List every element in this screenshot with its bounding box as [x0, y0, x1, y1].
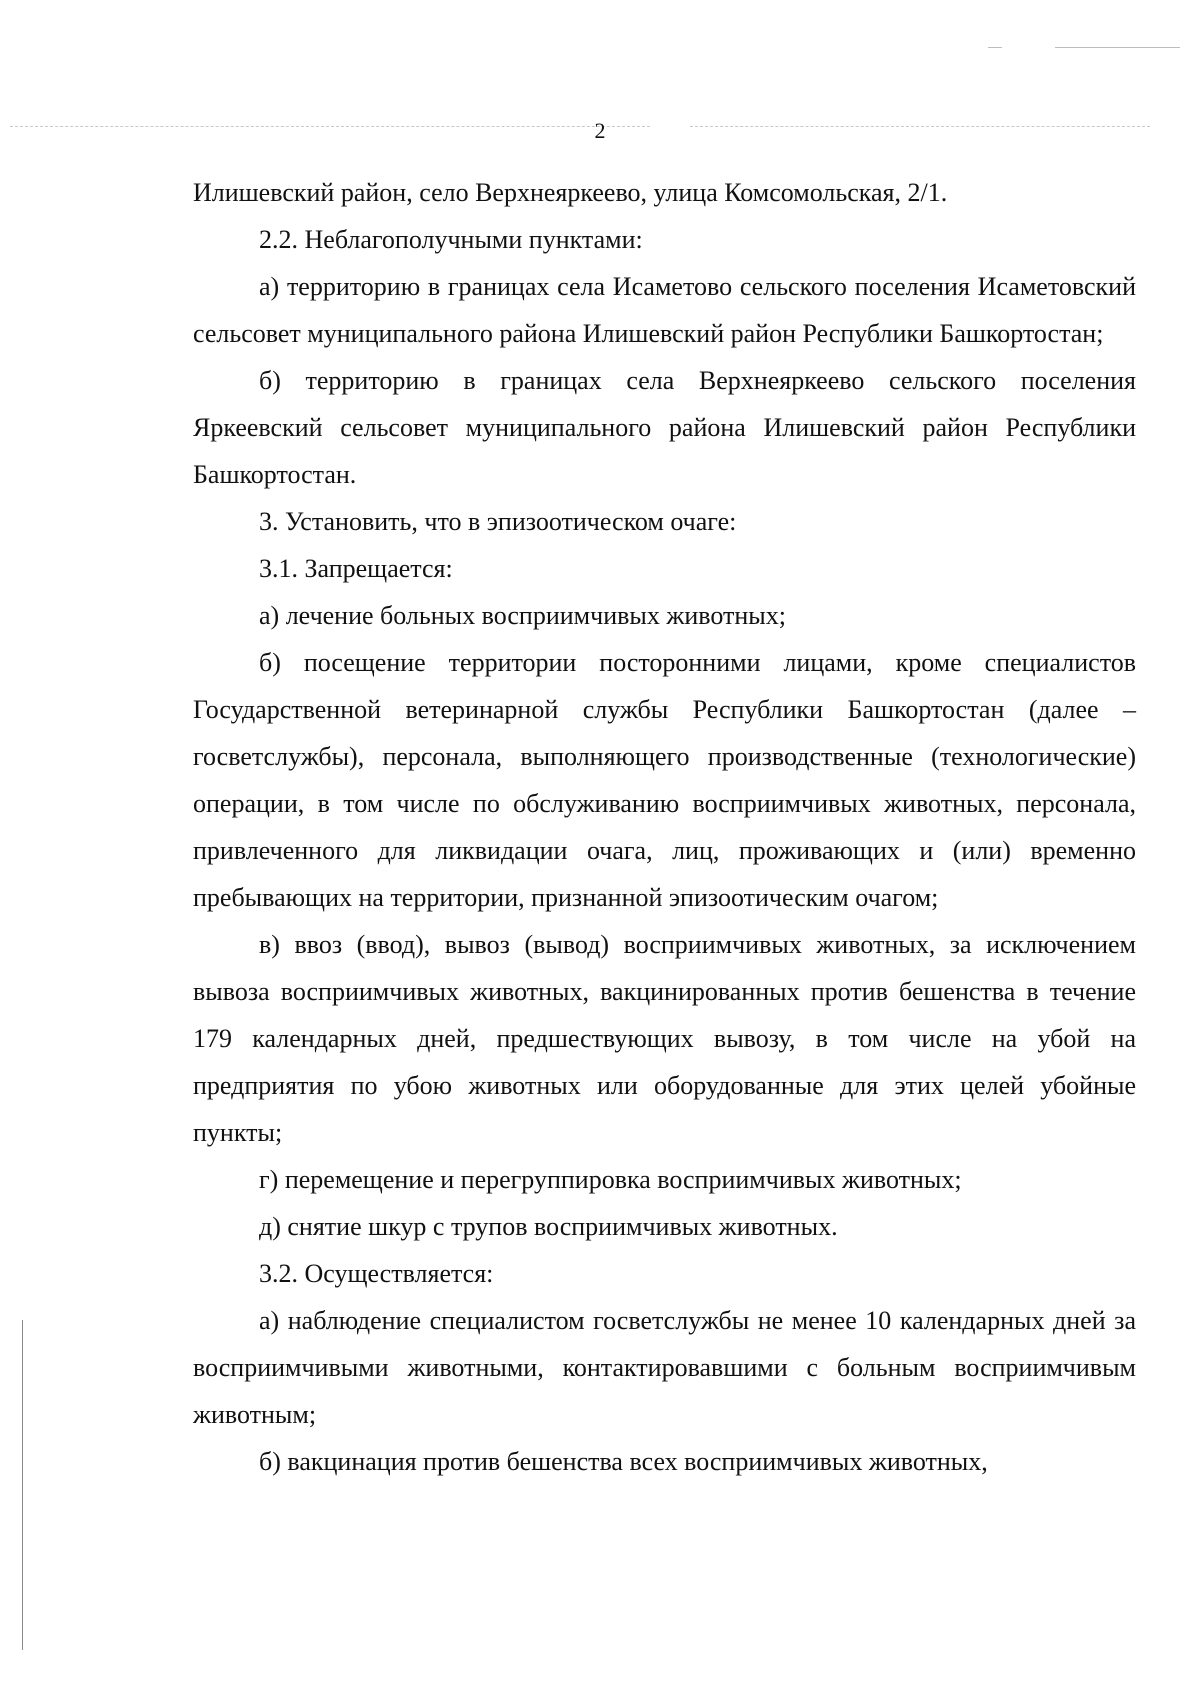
document-body	[193, 169, 1136, 1485]
paragraph: 2.2. Неблагополучными пунктами:	[259, 225, 643, 254]
scan-artifact-line	[988, 47, 1002, 48]
paragraph: б) вакцинация против бешенства всех восприимчивых животных,	[259, 1447, 988, 1476]
page-number: 2	[594, 118, 606, 143]
paragraph: 3.1. Запрещается:	[259, 554, 453, 583]
paragraph: 3. Установить, что в эпизоотическом очаге:	[259, 507, 737, 536]
scan-artifact-line	[1055, 47, 1180, 48]
paragraph: Илишевский район, село Верхнеяркеево, улица Комсомольская, 2/1.	[193, 178, 948, 207]
paragraph: в) ввоз (ввод), вывоз (вывод) восприимчивых животных, за исключением вывоза восприимчивых животных, вакцинированных против бешенства в течение 179 календарных дней, предшествующих вывозу, в том числе на убой на предприятия по убою животных или оборудованные для этих целей убойные пункты;	[193, 930, 1136, 1147]
paragraph: г) перемещение и перегруппировка восприимчивых животных;	[259, 1165, 962, 1194]
paragraph: б) посещение территории посторонними лицами, кроме специалистов Государственной ветеринарной службы Республики Башкортостан (далее – госветслужбы), персонала, выполняющего производственные (технологические) операции, в том числе по обслуживанию восприимчивых животных, персонала, привлеченного для ликвидации очага, лиц, проживающих и (или) временно пребывающих на территории, признанной эпизоотическим очагом;	[193, 648, 1136, 912]
paragraph: а) лечение больных восприимчивых животных;	[259, 601, 786, 630]
paragraph: д) снятие шкур с трупов восприимчивых животных.	[259, 1212, 838, 1241]
paragraph: а) территорию в границах села Исаметово сельского поселения Исаметовский сельсовет муниципального района Илишевский район Республики Башкортостан;	[193, 272, 1136, 348]
paragraph: б) территорию в границах села Верхнеяркеево сельского поселения Яркеевский сельсовет муниципального района Илишевский район Республики Башкортостан.	[193, 366, 1136, 489]
paragraph: 3.2. Осуществляется:	[259, 1259, 494, 1288]
paragraph: а) наблюдение специалистом госветслужбы не менее 10 календарных дней за восприимчивыми животными, контактировавшими с больным восприимчивым животным;	[193, 1306, 1136, 1429]
scan-artifact-edge	[22, 1320, 23, 1650]
